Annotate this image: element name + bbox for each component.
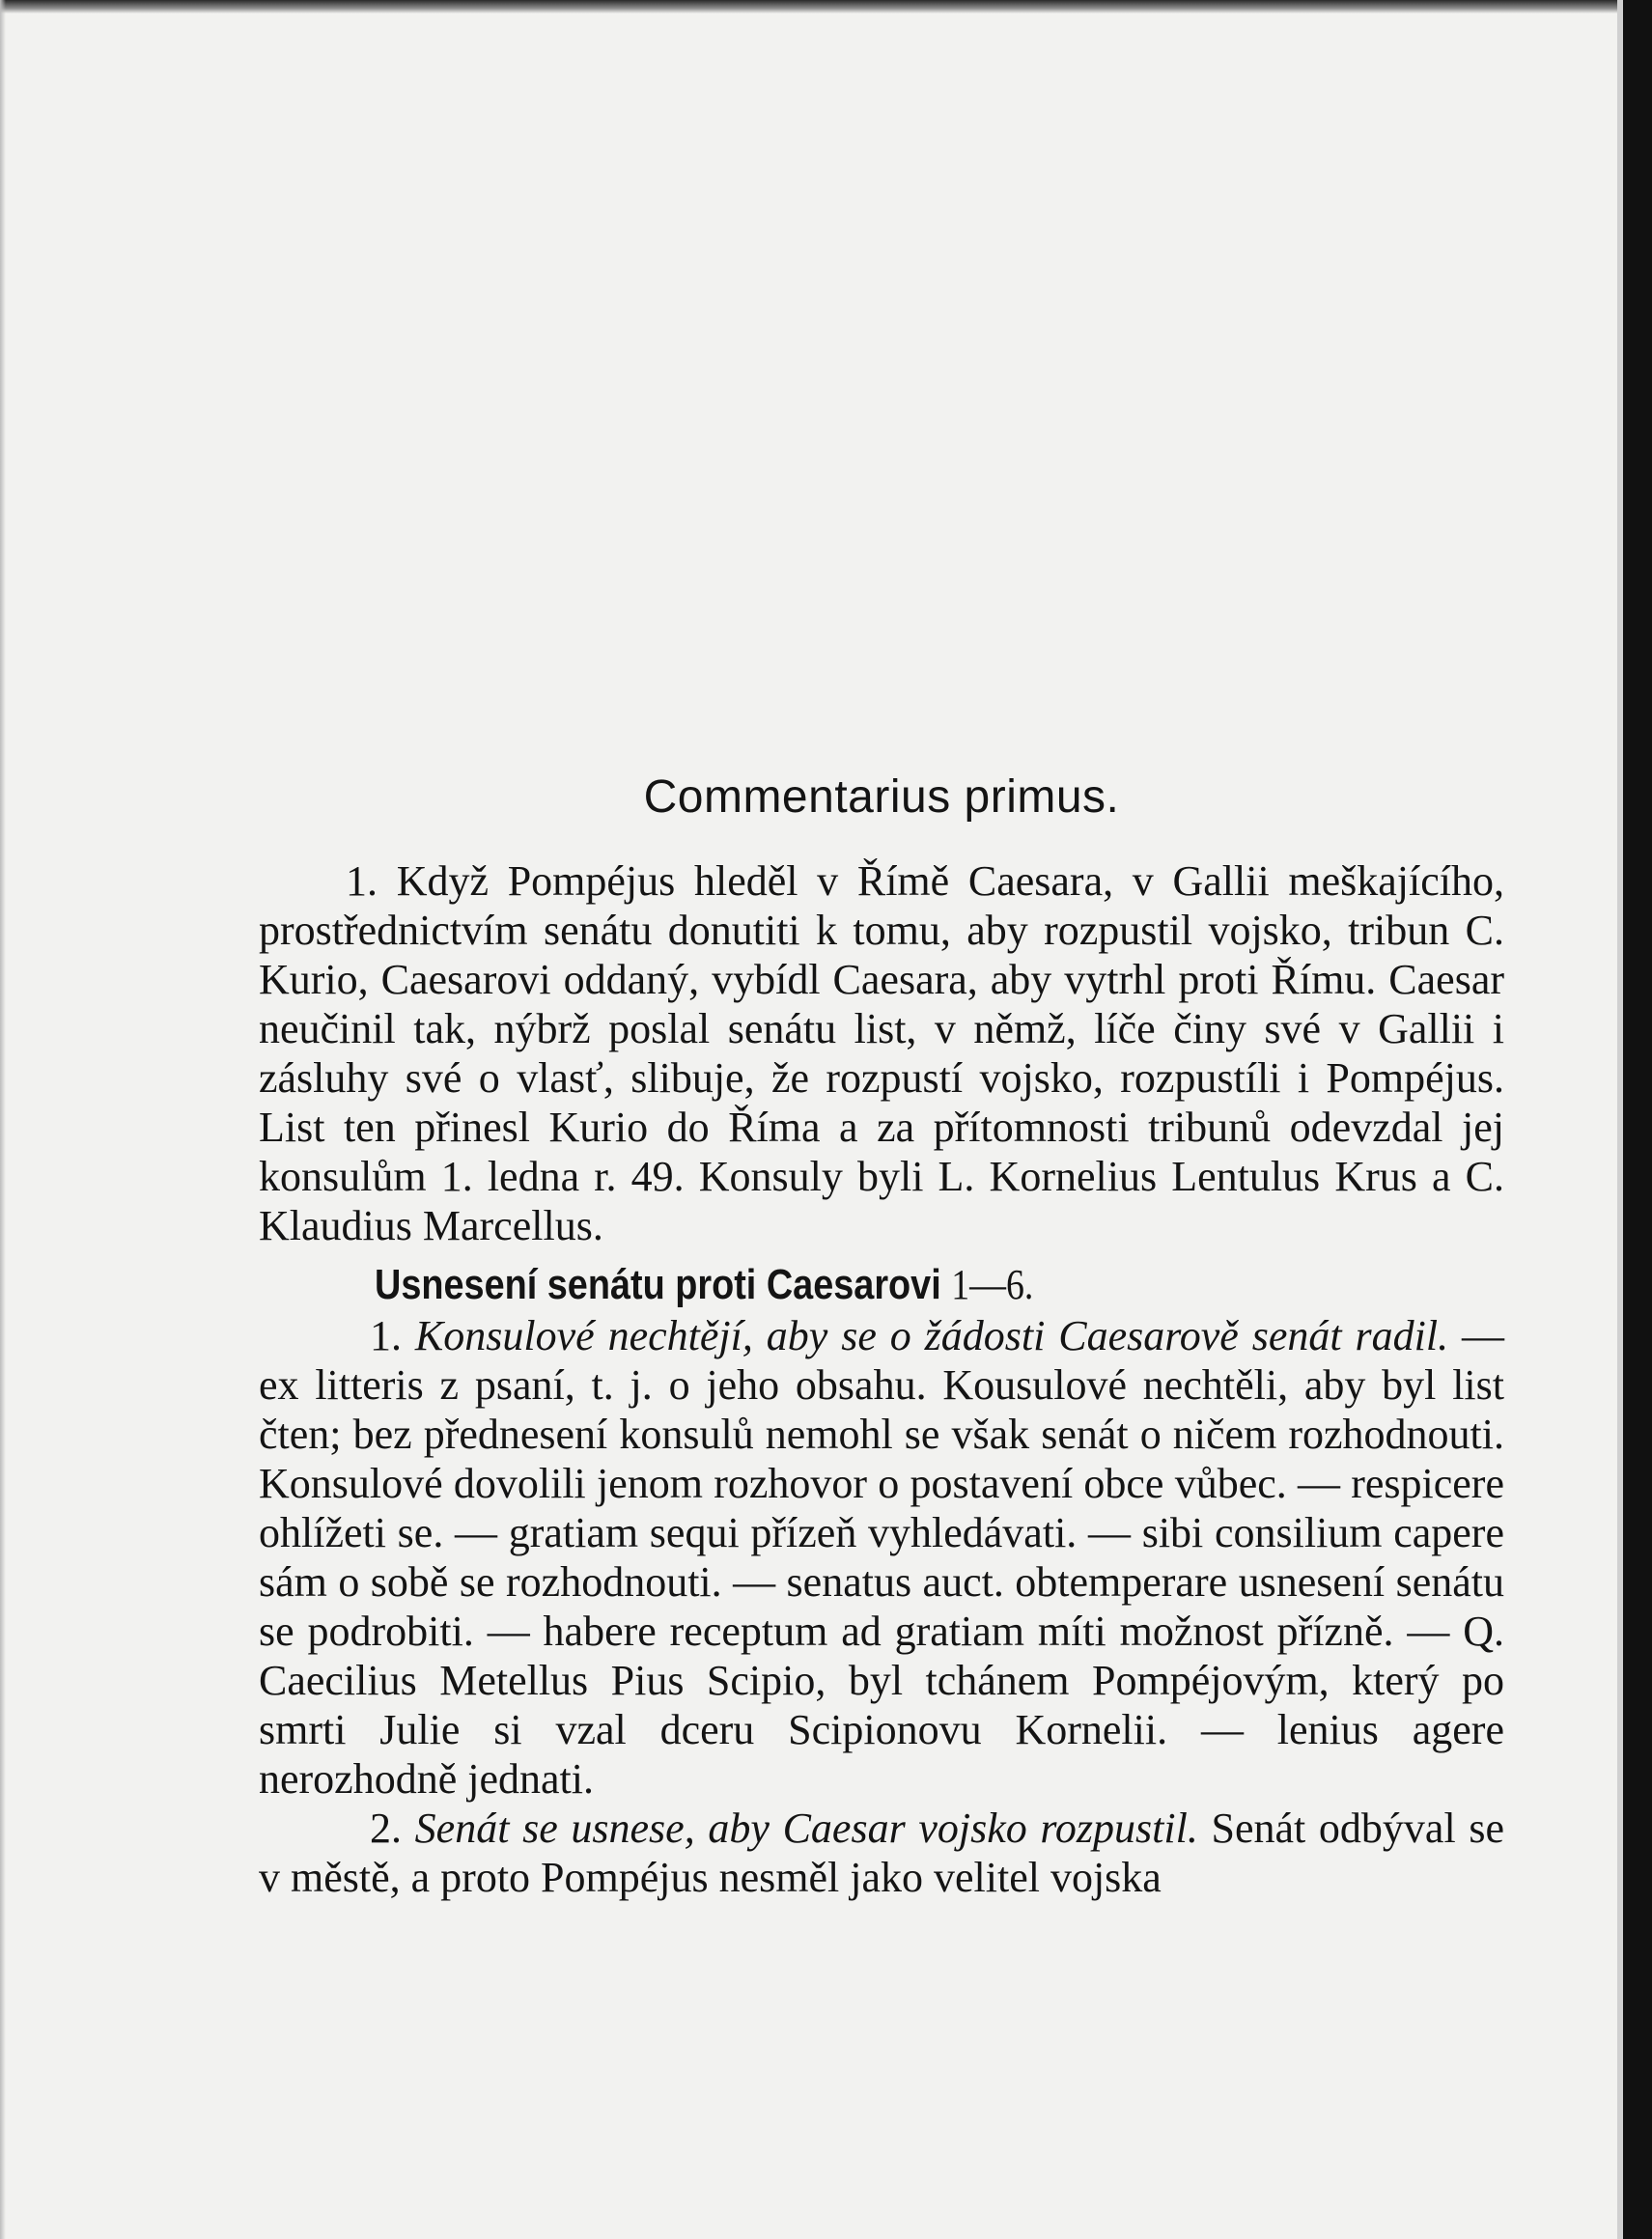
scan-right-edge	[1623, 0, 1652, 2239]
section-heading	[375, 1260, 1346, 1309]
intro-text: Když Pompéjus hleděl v Římě Caesara, v Gallii meškajícího, prostřednictvím senátu donutiti k tomu, aby rozpustil vojsko, tribun C. Kurio, Caesarovi oddaný, vybídl Caesara, aby vytrhl proti Římu. Caesar neučinil tak, nýbrž poslal senátu list, v němž, líče činy své v Gallii i zásluhy své o vlasť, slibuje, že rozpustí vojsko, rozpustíli i Pompéjus. List ten přinesl Kurio do Říma a za přítomnosti tribunů odevzdal jej konsulům 1. ledna r. 49. Konsuly byli L. Kornelius Lentulus Krus a C. Klaudius Marcellus.	[259, 857, 1505, 1249]
note-2-title: Senát se usnese, aby Caesar vojsko rozpustil.	[414, 1805, 1198, 1852]
page-title: Commentarius primus.	[643, 771, 1120, 823]
scan-left-edge	[0, 0, 6, 2239]
note-2-text: Senát odbýval se v městě, a proto Pompéjus nesměl jako velitel vojska	[259, 1805, 1505, 1901]
note-paragraph-2	[259, 1804, 1504, 1902]
section-range: 1—6.	[951, 1261, 1034, 1308]
page-content	[259, 772, 1504, 1902]
intro-number: 1.	[346, 857, 378, 905]
note-paragraph-1	[259, 1311, 1504, 1804]
scan-top-edge	[0, 0, 1652, 14]
intro-paragraph	[259, 856, 1504, 1250]
section-title: Usnesení senátu proti Caesarovi	[375, 1261, 941, 1308]
note-1-text: — ex litteris z psaní, t. j. o jeho obsahu. Kousulové nechtěli, aby byl list čten; bez přednesení konsulů nemohl se však senát o ničem rozhodnouti. Konsulové dovolili jenom rozhovor o postavení obce vůbec. — respicere ohlížeti se. — gratiam sequi přízeň vyhledávati. — sibi consilium capere sám o sobě se rozhodnouti. — senatus auct. obtemperare usnesení senátu se podrobiti. — habere receptum ad gratiam míti možnost přízně. — Q. Caecilius Metellus Pius Scipio, byl tchánem Pompéjovým, který po smrti Julie si vzal dceru Scipionovu Kornelii. — lenius agere nerozhodně jednati.	[259, 1312, 1505, 1803]
note-1-number: 1.	[370, 1312, 402, 1359]
note-1-title: Konsulové nechtějí, aby se o žádosti Caesarově senát radil.	[414, 1312, 1449, 1359]
note-2-number: 2.	[370, 1805, 402, 1852]
